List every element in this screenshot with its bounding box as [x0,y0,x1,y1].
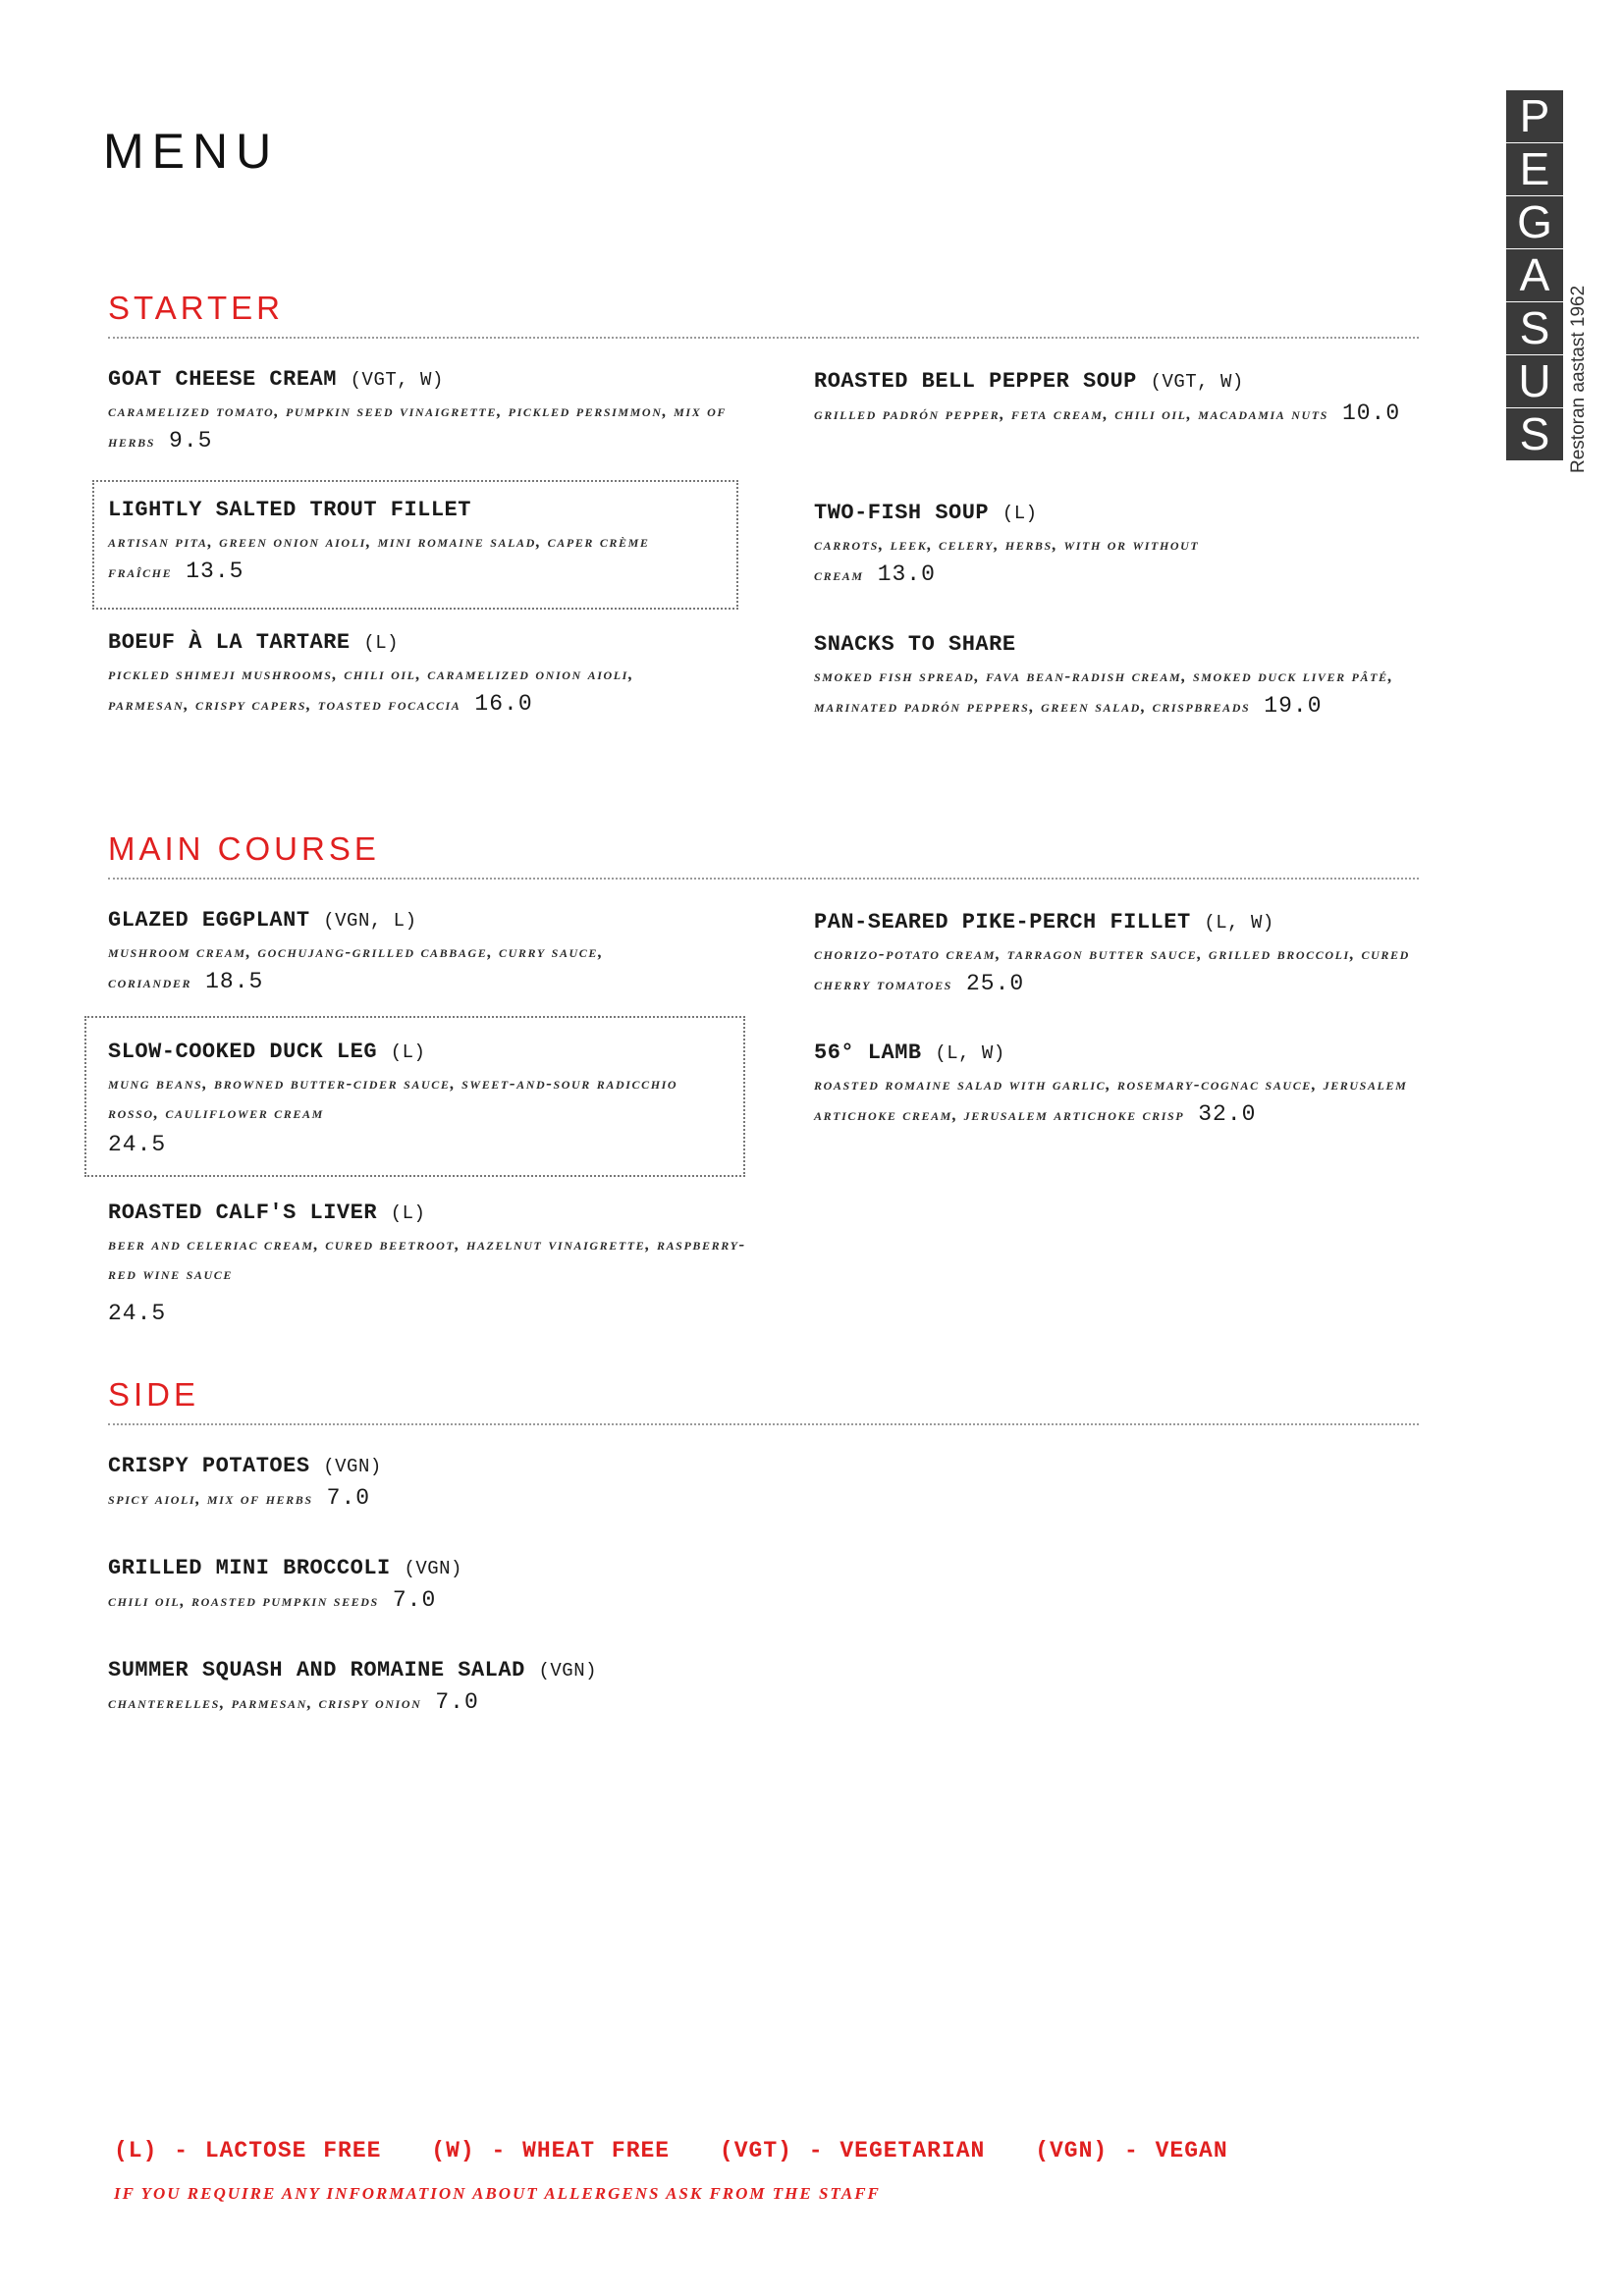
logo-letter: P [1506,90,1563,143]
item-price: 9.5 [169,428,213,454]
menu-item [108,906,717,997]
item-tags: (VGN, L) [323,910,417,932]
item-price: 7.0 [435,1689,479,1715]
menu-item [108,1199,756,1330]
menu-item [108,1452,795,1514]
legend-item: (VGN) - VEGAN [1035,2138,1228,2163]
menu-item [814,630,1403,721]
allergen-legend [114,2138,1262,2163]
item-price: 13.5 [186,559,244,584]
item-name: TWO-FISH SOUP [814,501,990,525]
item-price: 24.5 [108,1301,167,1326]
menu-item [108,365,736,456]
menu-item [108,1554,795,1616]
item-price: 25.0 [965,971,1025,996]
menu-item [814,1039,1423,1130]
pegasus-logo [1506,90,1563,461]
item-tags: (L) [1001,503,1038,524]
item-tags: (L) [390,1041,426,1063]
legend-item: (VGT) - VEGETARIAN [719,2138,986,2163]
item-name: BOEUF À LA TARTARE [108,630,351,655]
logo-letter: S [1506,302,1563,355]
section-title-main-course: MAIN COURSE [108,830,380,867]
item-name: SNACKS TO SHARE [814,632,1016,657]
item-description: chorizo-potato cream, tarragon butter sauce, grilled broccoli, cured cherry tomatoes [814,944,1410,993]
item-price: 16.0 [474,691,533,717]
item-tags: (VGT, W) [1150,371,1244,393]
section-title-side: SIDE [108,1376,200,1413]
item-name: LIGHTLY SALTED TROUT FILLET [108,498,471,522]
item-description: smoked fish spread, fava bean-radish cream, smoked duck liver pâté, marinated padrón peppers, green salad, crispbreads [814,667,1394,716]
item-price: 18.5 [205,969,264,994]
section-title-starter: STARTER [108,290,284,326]
item-name: CRISPY POTATOES [108,1454,310,1478]
allergen-note: IF YOU REQUIRE ANY INFORMATION ABOUT ALLERGENS ASK FROM THE STAFF [114,2184,881,2203]
section-divider [108,337,1419,339]
item-name: 56° LAMB [814,1041,922,1065]
item-description: beer and celeriac cream, cured beetroot, hazelnut vinaigrette, raspberry-red wine sauce [108,1235,746,1283]
menu-item [814,908,1442,999]
item-name: GOAT CHEESE CREAM [108,367,337,392]
section-divider [108,878,1419,880]
logo-letter: G [1506,196,1563,249]
legend-item: (W) - WHEAT FREE [431,2138,671,2163]
item-tags: (L, W) [1204,912,1274,934]
item-name: ROASTED BELL PEPPER SOUP [814,369,1137,394]
item-description: carrots, leek, celery, herbs, with or without cream [814,535,1200,584]
item-tags: (VGN) [404,1558,462,1579]
item-tags: (L) [390,1202,426,1224]
item-description: roasted romaine salad with garlic, rosemary-cognac sauce, jerusalem artichoke cream, jerusalem artichoke crisp [814,1075,1408,1124]
item-description: spicy aioli, mix of herbs [108,1489,313,1508]
item-description: grilled padrón pepper, feta cream, chili oil, macadamia nuts [814,404,1328,423]
item-price: 7.0 [392,1587,437,1613]
item-tags: (VGN) [538,1660,597,1682]
logo-subtitle: Restoran aastast 1962 [1568,285,1589,473]
item-description: caramelized tomato, pumpkin seed vinaigrette, pickled persimmon, mix of herbs [108,401,728,451]
item-description: chanterelles, parmesan, crispy onion [108,1693,422,1712]
logo-letter: S [1506,408,1563,461]
logo-letter: E [1506,143,1563,196]
menu-item [108,628,697,720]
item-name: SUMMER SQUASH AND ROMAINE SALAD [108,1658,525,1682]
logo-letter: U [1506,355,1563,408]
page-title: MENU [103,124,280,179]
legend-item: (L) - LACTOSE FREE [114,2138,382,2163]
logo-letter: A [1506,249,1563,302]
menu-item [108,496,722,587]
menu-item [814,499,1207,590]
item-name: PAN-SEARED PIKE-PERCH FILLET [814,910,1191,934]
item-price: 13.0 [877,561,936,587]
item-description: chili oil, roasted pumpkin seeds [108,1591,379,1610]
item-price: 7.0 [326,1485,371,1511]
item-description: mung beans, browned butter-cider sauce, sweet-and-sour radicchio rosso, cauliflower cream [108,1074,678,1122]
item-name: ROASTED CALF'S LIVER [108,1201,378,1225]
item-name: GLAZED EGGPLANT [108,908,310,933]
section-divider [108,1423,1419,1425]
menu-item [108,1656,854,1718]
item-name: SLOW-COOKED DUCK LEG [108,1040,378,1064]
item-description: mushroom cream, gochujang-grilled cabbage, curry sauce, coriander [108,942,604,991]
item-description: pickled shimeji mushrooms, chili oil, caramelized onion aioli, parmesan, crispy capers, toasted focaccia [108,665,634,714]
item-price: 19.0 [1264,693,1323,719]
item-tags: (VGT, W) [350,369,444,391]
item-description: artisan pita, green onion aioli, mini romaine salad, caper crème fraîche [108,532,650,581]
item-price: 10.0 [1341,400,1401,426]
item-name: GRILLED MINI BROCCOLI [108,1556,391,1580]
item-tags: (L) [363,632,400,654]
item-tags: (L, W) [935,1042,1005,1064]
item-price: 32.0 [1198,1101,1257,1127]
item-price: 24.5 [108,1132,167,1157]
item-tags: (VGN) [323,1456,382,1477]
menu-item [814,367,1423,429]
menu-item [108,1038,727,1161]
